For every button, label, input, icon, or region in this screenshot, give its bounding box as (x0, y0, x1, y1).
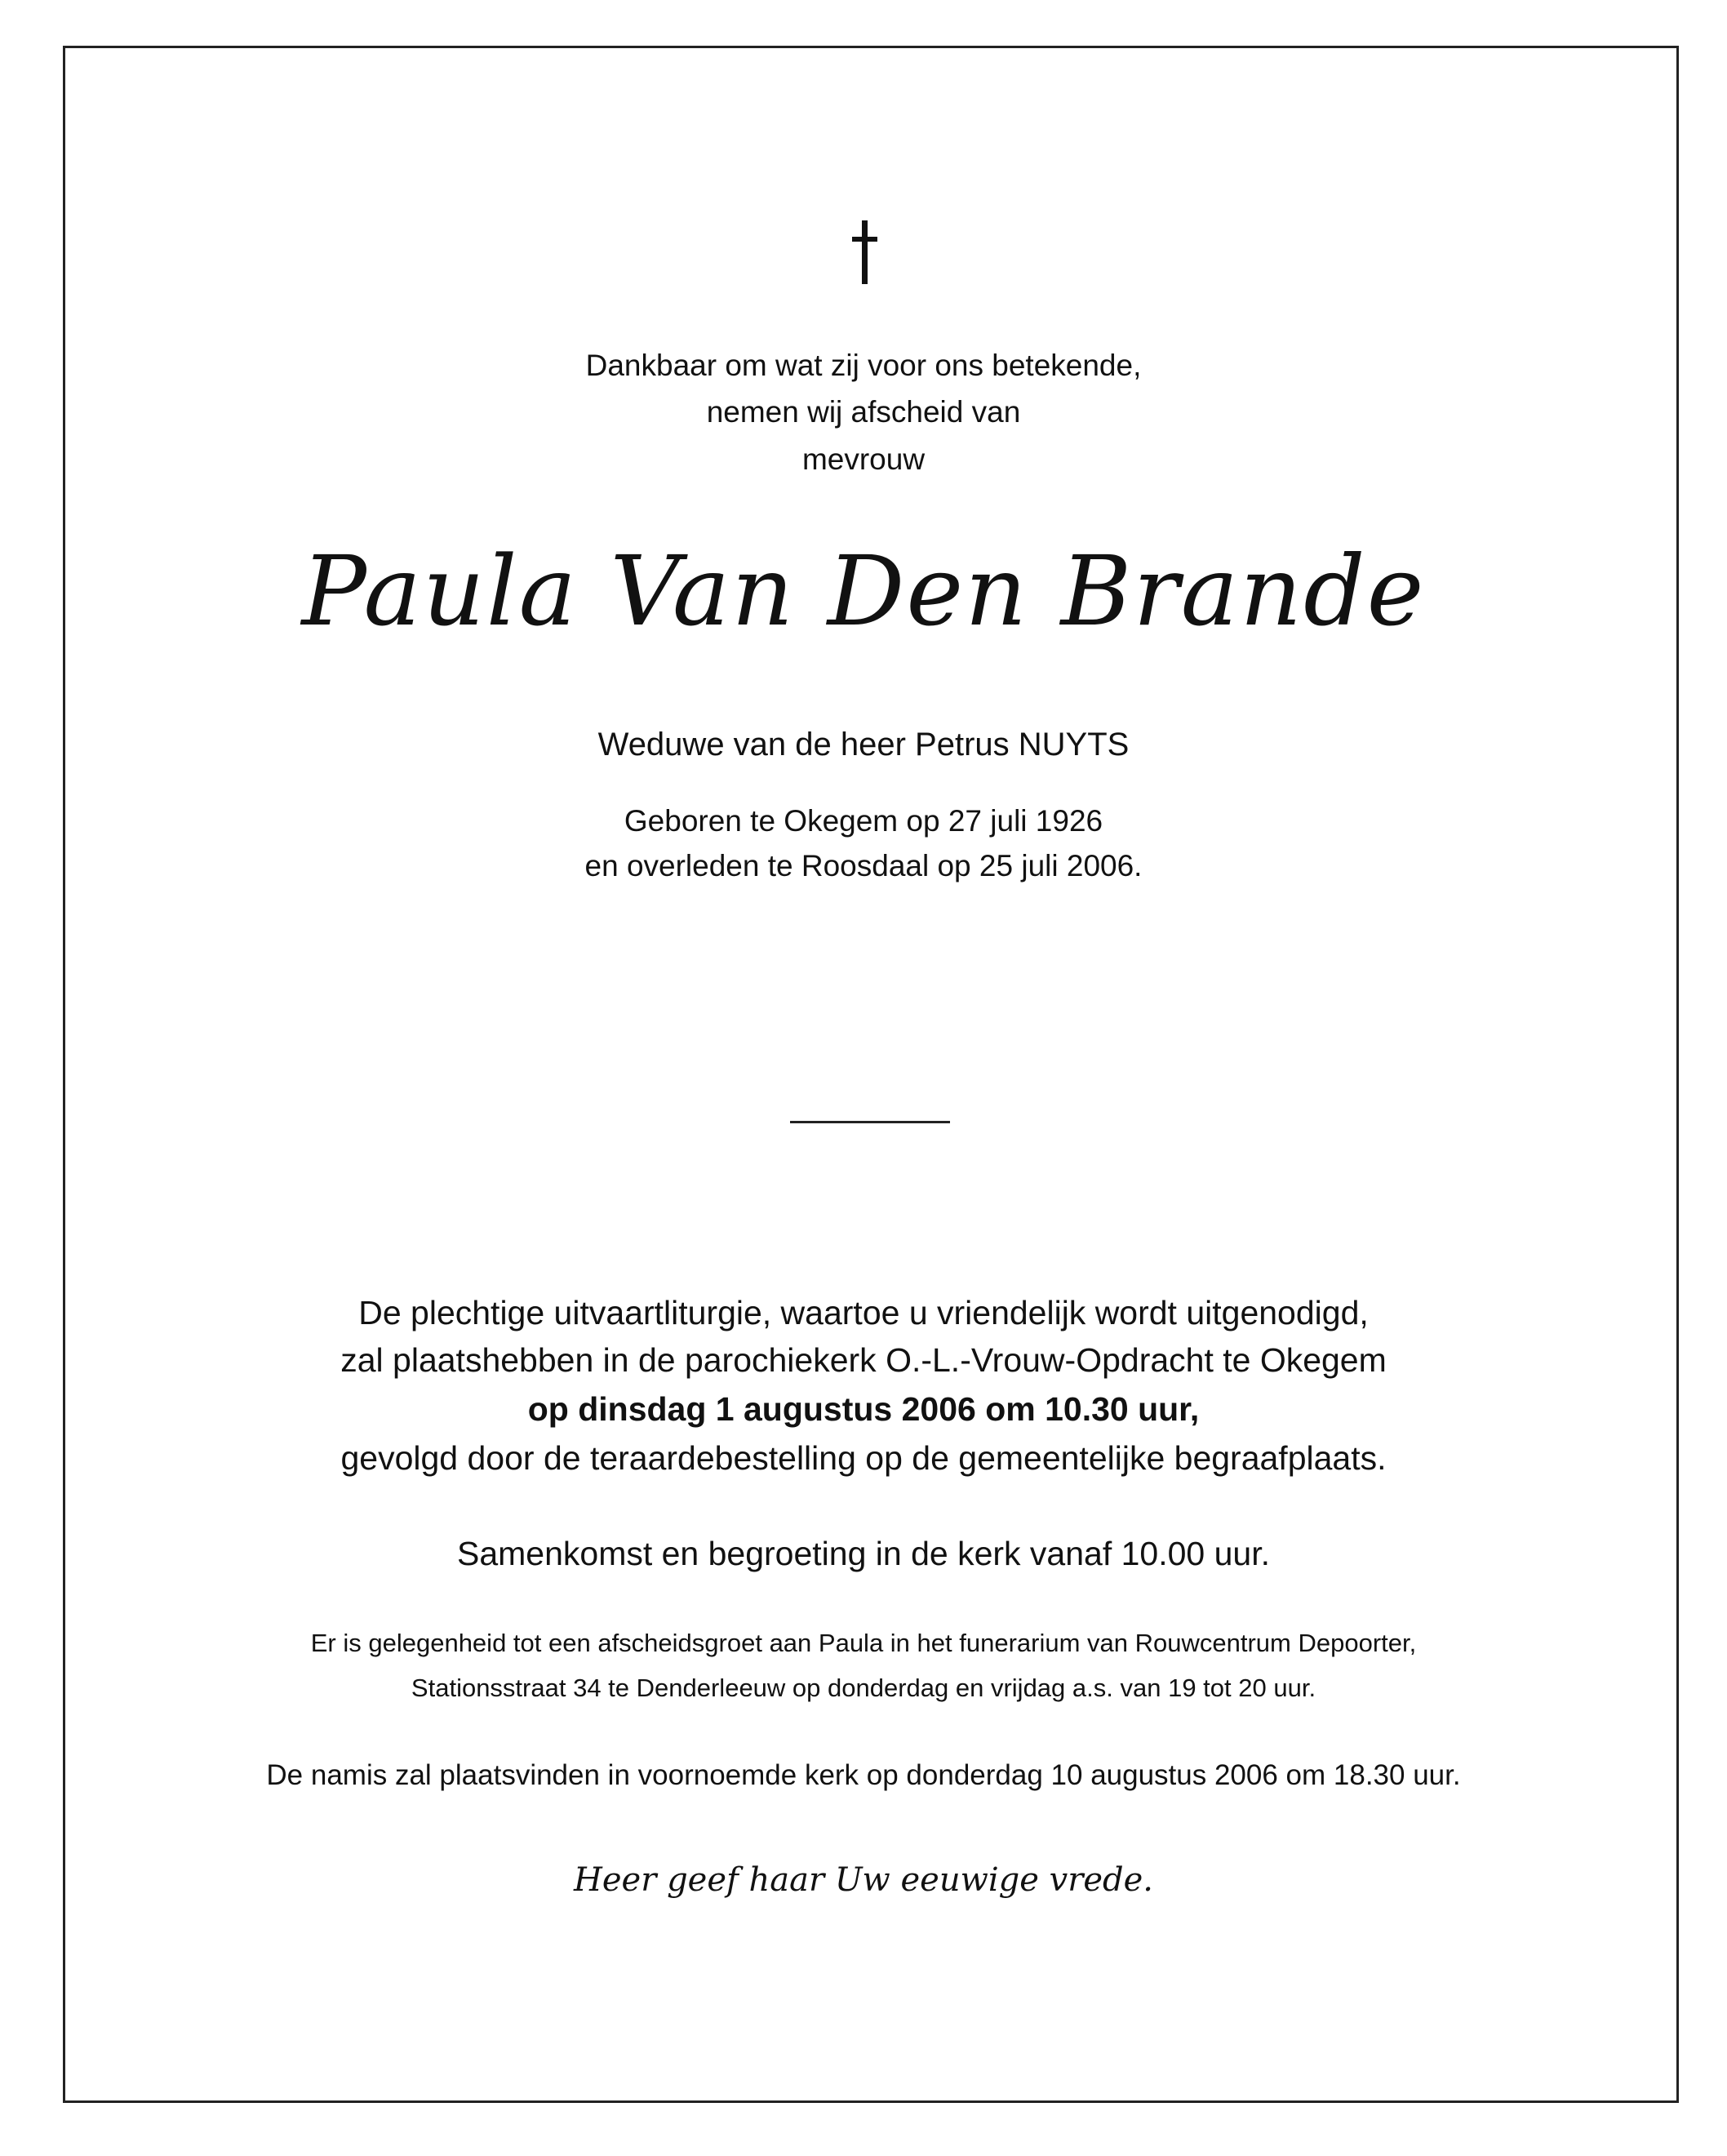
cross-icon (852, 220, 877, 284)
mass-line: De namis zal plaatsvinden in voornoemde kerk op donderdag 10 augustus 2006 om 18.30 uur. (266, 1759, 1461, 1791)
deceased-name: Paula Van Den Brande (301, 535, 1426, 647)
divider (790, 1121, 950, 1123)
funeral-date-line: op dinsdag 1 augustus 2006 om 10.30 uur, (527, 1390, 1200, 1428)
intro-line-1: Dankbaar om wat zij voor ons betekende, (585, 349, 1142, 382)
funeral-line-1: De plechtige uitvaartliturgie, waartoe u vriendelijk wordt uitgenodigd, (358, 1294, 1369, 1331)
funeral-line-4: gevolgd door de teraardebestelling op de gemeentelijke begraafplaats. (340, 1439, 1387, 1477)
widow-of-line: Weduwe van de heer Petrus NUYTS (597, 727, 1130, 762)
viewing-line-1: Er is gelegenheid tot een afscheidsgroet aan Paula in het funerarium van Rouwcentrum Depoorter, (310, 1629, 1417, 1657)
closing-prayer: Heer geef haar Uw eeuwige vrede. (574, 1861, 1153, 1899)
intro-line-3: mevrouw (801, 442, 926, 476)
viewing-line-2: Stationsstraat 34 te Denderleeuw op donderdag en vrijdag a.s. van 19 tot 20 uur. (411, 1674, 1316, 1702)
birth-line: Geboren te Okegem op 27 juli 1926 (624, 804, 1103, 838)
meeting-line: Samenkomst en begroeting in de kerk vanaf 10.00 uur. (456, 1535, 1270, 1572)
funeral-line-2: zal plaatshebben in de parochiekerk O.-L.-Vrouw-Opdracht te Okegem (340, 1341, 1387, 1379)
death-line: en overleden te Roosdaal op 25 juli 2006. (584, 849, 1143, 882)
intro-line-2: nemen wij afscheid van (706, 395, 1021, 429)
